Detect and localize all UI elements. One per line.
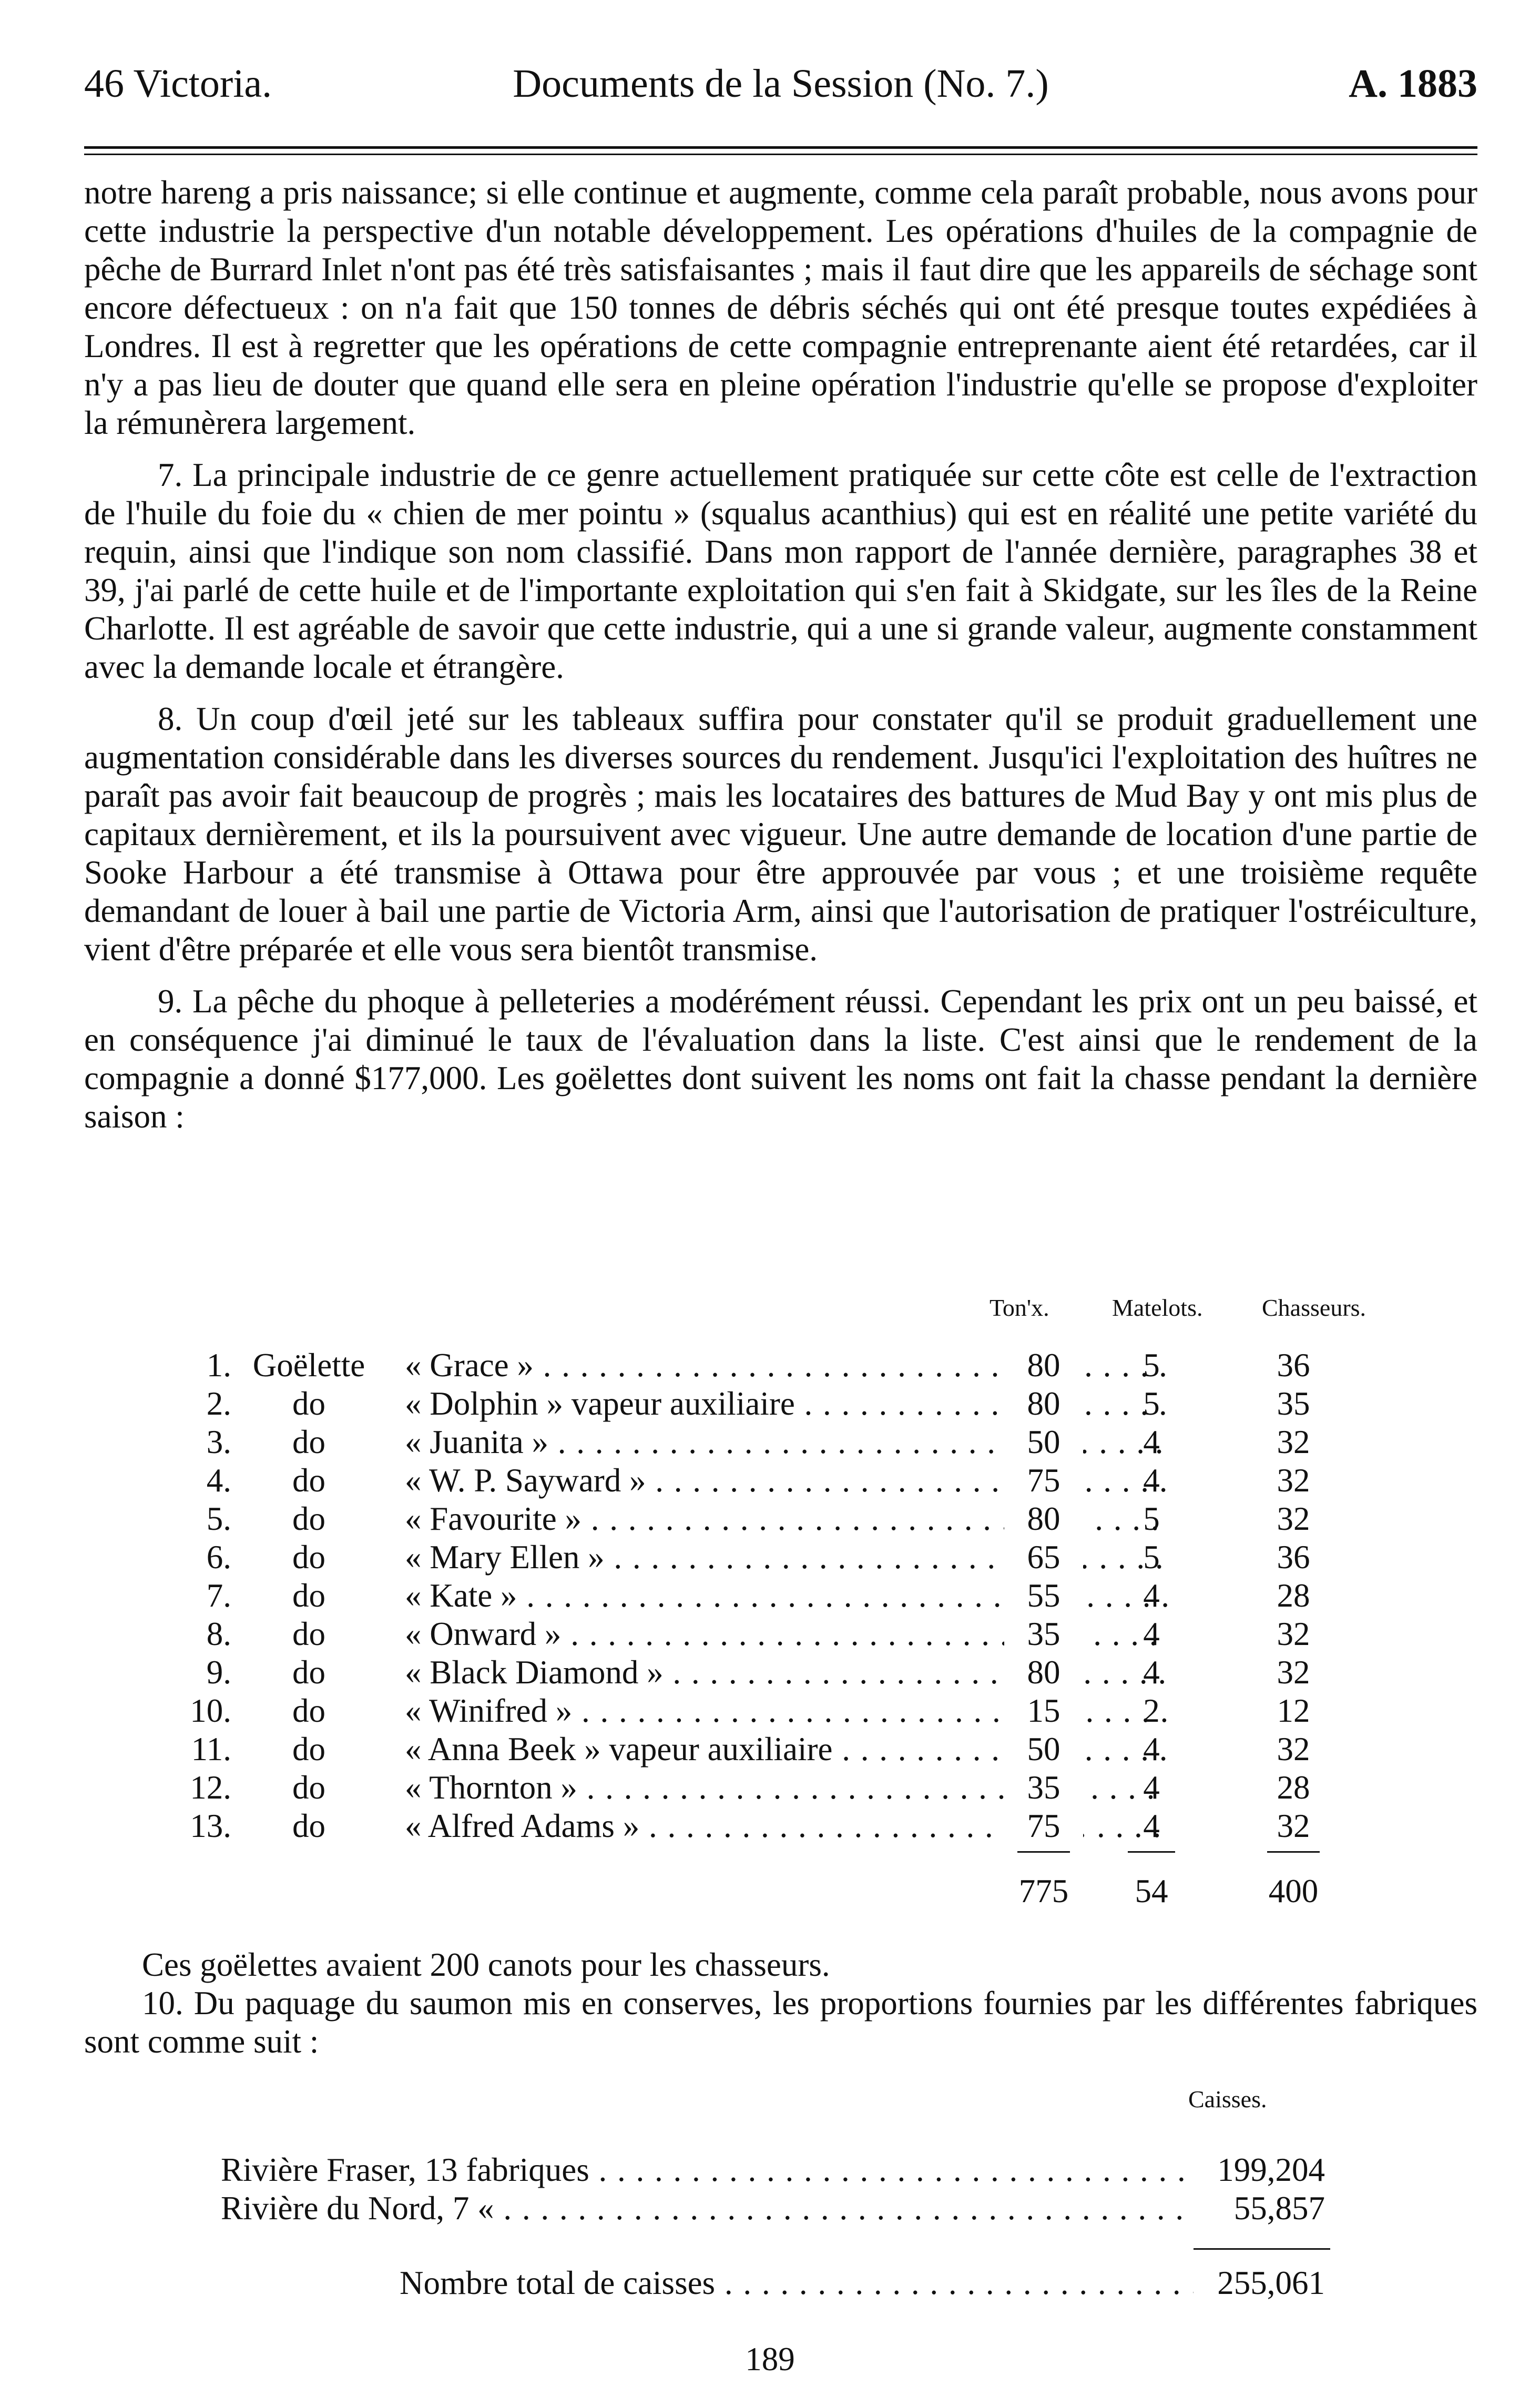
table-row	[163, 1346, 1425, 1385]
tonnage-value: 65	[1004, 1538, 1083, 1577]
hunters-value: 32	[1277, 1462, 1310, 1499]
report-body	[84, 174, 1477, 1150]
hunters-value: 32	[1277, 1500, 1310, 1537]
tonnage-value: 55	[1004, 1577, 1083, 1615]
cases-value: 199,204	[1194, 2151, 1325, 2189]
hunters-value: 35	[1277, 1385, 1310, 1422]
tonnage-value: 80	[1004, 1653, 1083, 1692]
paragraph-8: 8. Un coup d'œil jeté sur les tableaux suffira pour constater qu'il se produit graduellement une augmentation considérable dans les diverses sources du rendement. Jusqu'ici l'exploitation des huîtres ne paraît pas avoir fait beaucoup de progrès ; mais les locataires des battures de Mud Bay y ont mis plus de capitaux dernièrement, et ils la poursuivent avec vigueur. Une autre demande de location d'une partie de Sooke Harbour a été transmise à Ottawa pour être approuvée par vous ; et une troisième requête demandant de louer à bail une partie de Victoria Arm, ainsi que l'autorisation de pratiquer l'ostréiculture, vient d'être préparée et elle vous sera bientôt transmise.	[84, 700, 1477, 968]
cannery-label: Rivière Fraser, 13 fabriques . . .	[221, 2151, 1194, 2189]
table-row	[163, 1807, 1425, 1845]
row-number: 9.	[206, 1654, 231, 1691]
hunters-value: 36	[1277, 1347, 1310, 1384]
vessel-name: « Black Diamond » . . .	[405, 1653, 1167, 1692]
hunters-value: 32	[1277, 1654, 1310, 1691]
crew-value: 4	[1143, 1654, 1160, 1691]
table-row	[163, 1423, 1425, 1461]
row-number: 6.	[206, 1539, 231, 1576]
post-table-text	[84, 1946, 1477, 2061]
hunters-value: 32	[1277, 1731, 1310, 1768]
vessel-type: do	[292, 1577, 325, 1614]
canoes-sentence: Ces goëlettes avaient 200 canots pour les chasseurs.	[142, 1946, 830, 1983]
vessel-name: « Grace » . . .	[405, 1346, 1167, 1385]
schooner-table	[163, 1346, 1425, 1845]
totals-row	[163, 1872, 1425, 1911]
table-row	[163, 1730, 1425, 1769]
hunters-value: 32	[1277, 1807, 1310, 1844]
crew-value: 5	[1143, 1347, 1160, 1384]
row-number: 7.	[206, 1577, 231, 1614]
vessel-name: « Favourite » . . .	[405, 1500, 1167, 1538]
crew-value: 4	[1143, 1807, 1160, 1844]
hunters-value: 36	[1277, 1539, 1310, 1576]
vessel-type: do	[292, 1500, 325, 1537]
table-row	[163, 1769, 1425, 1807]
vessel-name: « Anna Beek » vapeur auxiliaire . . .	[405, 1730, 1167, 1769]
vessel-name: « Winifred » . . .	[405, 1692, 1167, 1730]
header-year: A. 1883	[1349, 62, 1477, 106]
table-row	[163, 1500, 1425, 1538]
crew-value: 4	[1143, 1731, 1160, 1768]
crew-value: 4	[1143, 1616, 1160, 1652]
row-number: 11.	[191, 1731, 231, 1768]
row-number: 2.	[206, 1385, 231, 1422]
cases-total-value: 255,061	[1194, 2264, 1325, 2302]
totals-rules	[163, 1851, 1425, 1856]
tonnage-total-rule	[1017, 1851, 1070, 1853]
crew-value: 2	[1143, 1692, 1160, 1729]
page-number: 189	[745, 2341, 795, 2378]
table-row	[163, 1538, 1425, 1577]
table-row	[163, 1692, 1425, 1730]
paragraph-10: 10. Du paquage du saumon mis en conserves, les proportions fournies par les différentes fabriques sont comme suit :	[84, 1985, 1477, 2060]
row-number: 1.	[206, 1347, 231, 1384]
crew-value: 4	[1143, 1424, 1160, 1460]
table-row	[163, 1385, 1425, 1423]
cases-total-rule	[1194, 2248, 1330, 2250]
table-row	[163, 1461, 1425, 1500]
row-number: 10.	[190, 1692, 231, 1729]
header-rule-thin	[84, 154, 1477, 155]
crew-value: 4	[1143, 1462, 1160, 1499]
row-number: 5.	[206, 1500, 231, 1537]
column-header-hunters: Chasseurs.	[1262, 1294, 1366, 1321]
header-session: 46 Victoria.	[84, 62, 272, 106]
vessel-type: do	[292, 1539, 325, 1576]
crew-value: 5	[1143, 1500, 1160, 1537]
vessel-name: « Kate » . . .	[405, 1577, 1167, 1615]
paragraph-continued: notre hareng a pris naissance; si elle continue et augmente, comme cela paraît probable, nous avons pour cette industrie la perspective d'un notable développement. Les opérations d'huiles de la compagnie de pêche de Burrard Inlet n'ont pas été très satisfaisantes ; mais il faut dire que les appareils de séchage sont encore défectueux : on n'a fait que 150 tonnes de débris séchés qui ont été presque toutes expédiées à Londres. Il est à regretter que les opérations de cette compagnie entreprenante aient été retardées, car il n'y a pas lieu de douter que quand elle sera en pleine opération l'industrie qu'elle se propose d'exploiter la rémunèrera largement.	[84, 174, 1477, 441]
vessel-type: do	[292, 1807, 325, 1844]
tonnage-value: 75	[1004, 1807, 1083, 1845]
vessel-name: « Alfred Adams » . . .	[405, 1807, 1167, 1845]
vessel-name: « Dolphin » vapeur auxiliaire . . .	[405, 1385, 1167, 1423]
cannery-label: Rivière du Nord, 7 « . . .	[221, 2189, 1194, 2228]
hunters-value: 28	[1277, 1769, 1310, 1806]
row-number: 12.	[190, 1769, 231, 1806]
vessel-type: do	[292, 1424, 325, 1460]
cases-value: 55,857	[1194, 2189, 1325, 2228]
vessel-type: do	[292, 1616, 325, 1652]
crew-value: 5	[1143, 1385, 1160, 1422]
crew-total-rule	[1128, 1851, 1175, 1853]
paragraph-9: 9. La pêche du phoque à pelleteries a modérément réussi. Cependant les prix ont un peu baissé, et en conséquence j'ai diminué le taux de l'évaluation dans la liste. C'est ainsi que le rendement de la compagnie a donné $177,000. Les goëlettes dont suivent les noms ont fait la chasse pendant la dernière saison :	[84, 983, 1477, 1135]
tonnage-value: 50	[1004, 1423, 1083, 1461]
paragraph-7: 7. La principale industrie de ce genre actuellement pratiquée sur cette côte est celle de l'extraction de l'huile du foie du « chien de mer pointu » (squalus acanthius) qui est en réalité une petite variété du requin, ainsi que l'indique son nom classifié. Dans mon rapport de l'année dernière, paragraphes 38 et 39, j'ai parlé de cette huile et de l'importante exploitation qui s'en fait à Skidgate, sur les îles de la Reine Charlotte. Il est agréable de savoir que cette industrie, qui a une si grande valeur, augmente constamment avec la demande locale et étrangère.	[84, 456, 1477, 685]
hunters-value: 28	[1277, 1577, 1310, 1614]
vessel-type: Goëlette	[252, 1347, 365, 1384]
tonnage-value: 80	[1004, 1346, 1083, 1385]
hunters-value: 12	[1277, 1692, 1310, 1729]
hunters-total: 400	[1268, 1873, 1319, 1910]
cases-total-label: Nombre total de caisses . . .	[400, 2264, 1194, 2302]
vessel-type: do	[292, 1769, 325, 1806]
row-number: 13.	[190, 1807, 231, 1844]
crew-total: 54	[1135, 1873, 1168, 1910]
crew-value: 4	[1143, 1769, 1160, 1806]
vessel-type: do	[292, 1692, 325, 1729]
vessel-name: « Mary Ellen » . . .	[405, 1538, 1167, 1577]
table-row	[221, 2189, 1325, 2228]
tonnage-value: 35	[1004, 1615, 1083, 1653]
tonnage-value: 75	[1004, 1461, 1083, 1500]
tonnage-value: 80	[1004, 1385, 1083, 1423]
table-row	[163, 1653, 1425, 1692]
table-row	[163, 1577, 1425, 1615]
vessel-type: do	[292, 1654, 325, 1691]
header-title: Documents de la Session (No. 7.)	[513, 62, 1049, 106]
hunters-value: 32	[1277, 1424, 1310, 1460]
vessel-name: « Thornton » . . .	[405, 1769, 1167, 1807]
row-number: 4.	[206, 1462, 231, 1499]
vessel-name: « Juanita » . . .	[405, 1423, 1167, 1461]
tonnage-total: 775	[1018, 1873, 1069, 1910]
running-header	[84, 55, 1477, 113]
vessel-type: do	[292, 1462, 325, 1499]
table-row	[221, 2151, 1325, 2189]
crew-value: 5	[1143, 1539, 1160, 1576]
hunters-value: 32	[1277, 1616, 1310, 1652]
vessel-name: « Onward » . . .	[405, 1615, 1167, 1653]
vessel-type: do	[292, 1385, 325, 1422]
column-header-cases: Caisses.	[1188, 2086, 1267, 2113]
tonnage-value: 15	[1004, 1692, 1083, 1730]
column-header-crew: Matelots.	[1112, 1294, 1203, 1321]
header-rule-thick	[84, 146, 1477, 149]
tonnage-value: 35	[1004, 1769, 1083, 1807]
column-header-tonnage: Ton'x.	[990, 1294, 1049, 1321]
vessel-type: do	[292, 1731, 325, 1768]
cases-total-row	[400, 2264, 1325, 2302]
table-row	[163, 1615, 1425, 1653]
row-number: 3.	[206, 1424, 231, 1460]
tonnage-value: 80	[1004, 1500, 1083, 1538]
crew-value: 4	[1143, 1577, 1160, 1614]
tonnage-value: 50	[1004, 1730, 1083, 1769]
hunters-total-rule	[1267, 1851, 1320, 1853]
row-number: 8.	[206, 1616, 231, 1652]
vessel-name: « W. P. Sayward » . . .	[405, 1461, 1167, 1500]
